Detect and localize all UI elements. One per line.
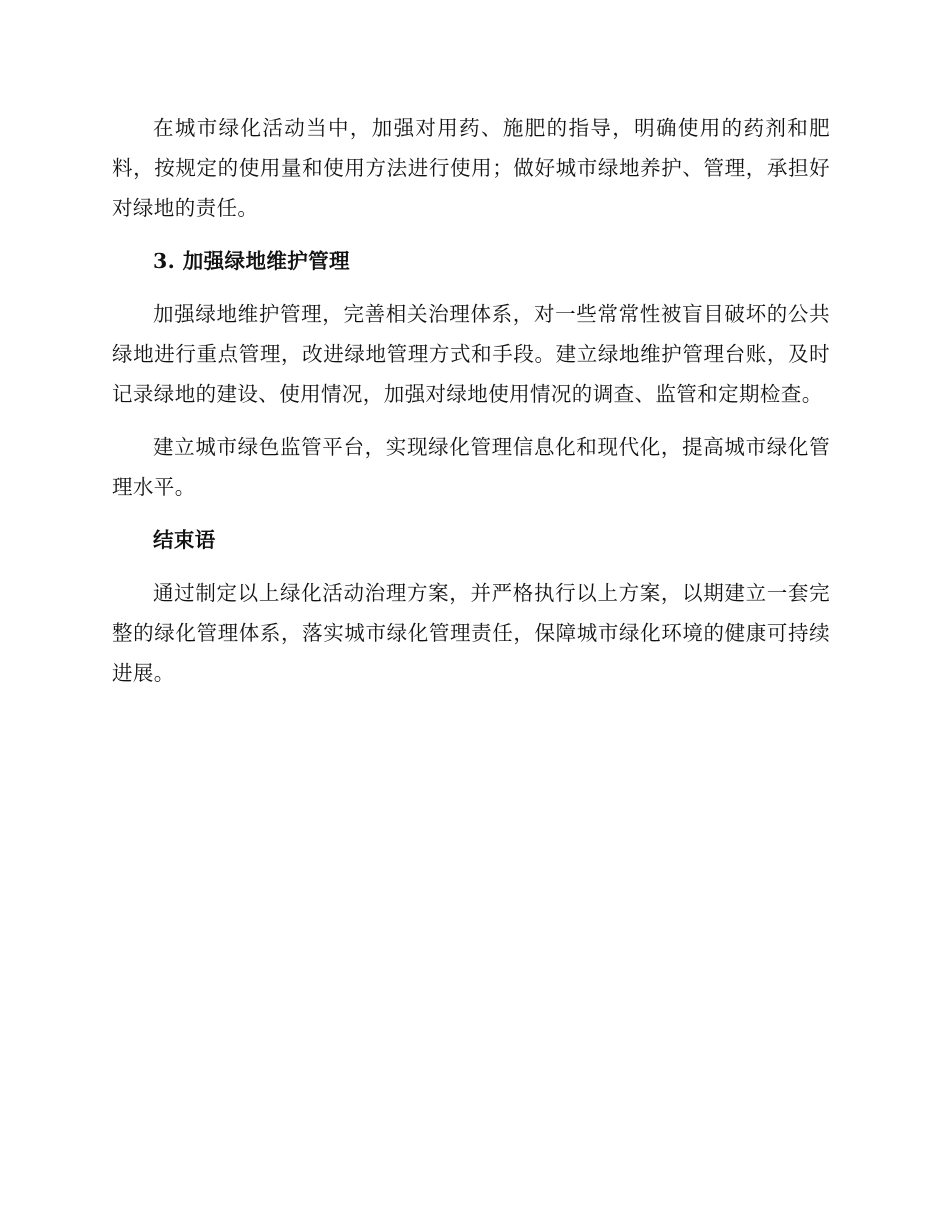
paragraph-fertilizer-guidance: 在城市绿化活动当中，加强对用药、施肥的指导，明确使用的药剂和肥料，按规定的使用量和使用方法进行使用；做好城市绿地养护、管理，承担好对绿地的责任。 — [112, 116, 830, 220]
section-heading-conclusion: 结束语 — [153, 528, 216, 552]
paragraph-green-maintenance: 加强绿地维护管理，完善相关治理体系，对一些常常性被盲目破坏的公共绿地进行重点管理，改进绿地管理方式和手段。建立绿地维护管理台账，及时记录绿地的建设、使用情况，加强对绿地使用情况的调查、监管和定期检查。 — [112, 302, 830, 406]
section-heading-green-maintenance: 3. 加强绿地维护管理 — [153, 249, 350, 273]
paragraph-conclusion: 通过制定以上绿化活动治理方案，并严格执行以上方案，以期建立一套完整的绿化管理体系，落实城市绿化管理责任，保障城市绿化环境的健康可持续进展。 — [112, 581, 830, 685]
document-body — [112, 108, 830, 706]
paragraph-supervision-platform: 建立城市绿色监管平台，实现绿化管理信息化和现代化，提高城市绿化管理水平。 — [112, 435, 830, 499]
